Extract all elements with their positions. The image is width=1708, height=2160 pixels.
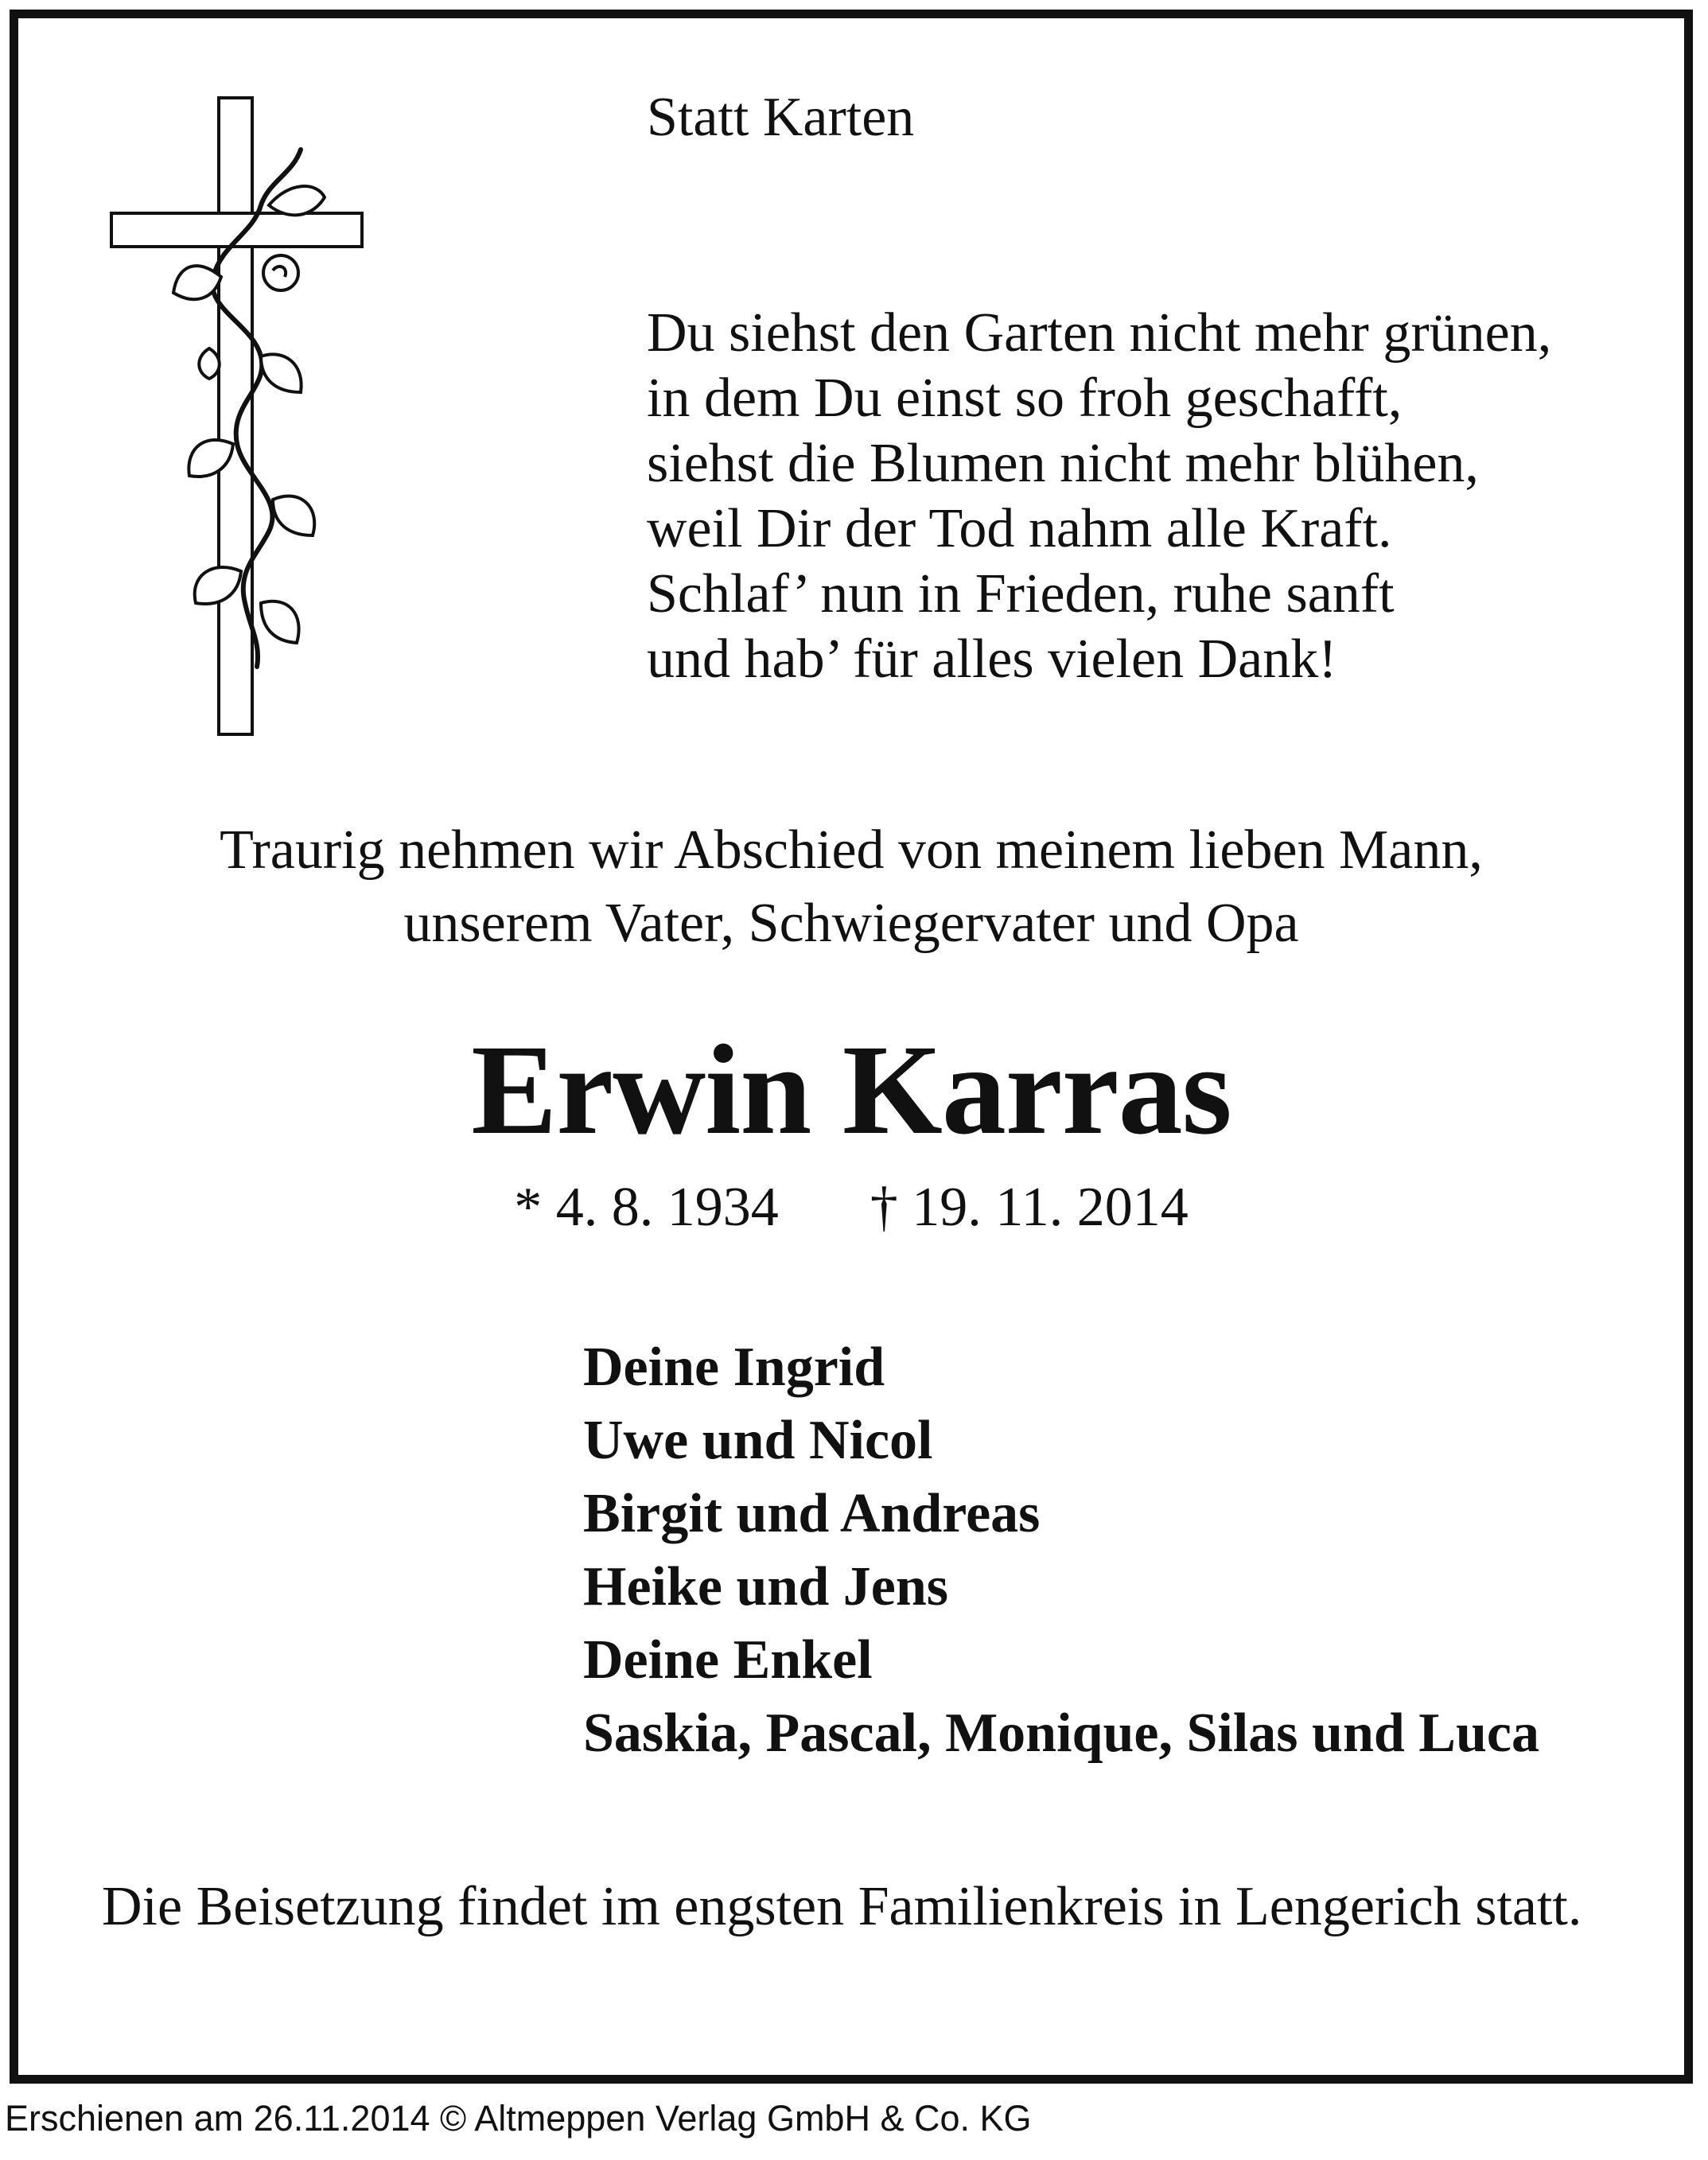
poem-line: in dem Du einst so froh geschafft,	[647, 368, 1403, 429]
family-line: Uwe und Nicol	[583, 1410, 933, 1471]
poem-line: Schlaf’ nun in Frieden, ruhe sanft	[647, 563, 1395, 625]
deceased-name: Erwin Karras	[471, 1019, 1231, 1162]
poem-line: weil Dir der Tod nahm alle Kraft.	[647, 498, 1392, 559]
family-line: Deine Enkel	[583, 1629, 873, 1691]
birth-date: * 4. 8. 1934	[514, 1177, 779, 1238]
header-text: Statt Karten	[647, 87, 915, 148]
poem-line: Du siehst den Garten nicht mehr grünen,	[647, 302, 1552, 364]
life-dates	[18, 1176, 1684, 1240]
obituary-frame	[10, 10, 1693, 2084]
intro-line: Traurig nehmen wir Abschied von meinem lieben Mann,	[220, 819, 1483, 881]
family-line: Deine Ingrid	[583, 1337, 885, 1398]
family-line: Birgit und Andreas	[583, 1483, 1041, 1544]
intro-line: unserem Vater, Schwiegervater und Opa	[403, 893, 1299, 954]
publication-footer: Erschienen am 26.11.2014 © Altmeppen Verlag GmbH & Co. KG	[5, 2098, 1032, 2139]
intro-text	[18, 814, 1684, 960]
poem-line: und hab’ für alles vielen Dank!	[647, 629, 1337, 690]
cross-with-rose-vine-icon	[102, 86, 388, 750]
death-date: † 19. 11. 2014	[870, 1177, 1189, 1238]
family-line: Saskia, Pascal, Monique, Silas und Luca	[583, 1703, 1539, 1764]
closing-note: Die Beisetzung findet im engsten Familienkreis in Lengerich statt.	[102, 1876, 1582, 1937]
family-line: Heike und Jens	[583, 1556, 948, 1617]
family-signatures	[583, 1331, 1539, 1770]
poem-line: siehst die Blumen nicht mehr blühen,	[647, 433, 1479, 494]
poem	[647, 301, 1551, 692]
